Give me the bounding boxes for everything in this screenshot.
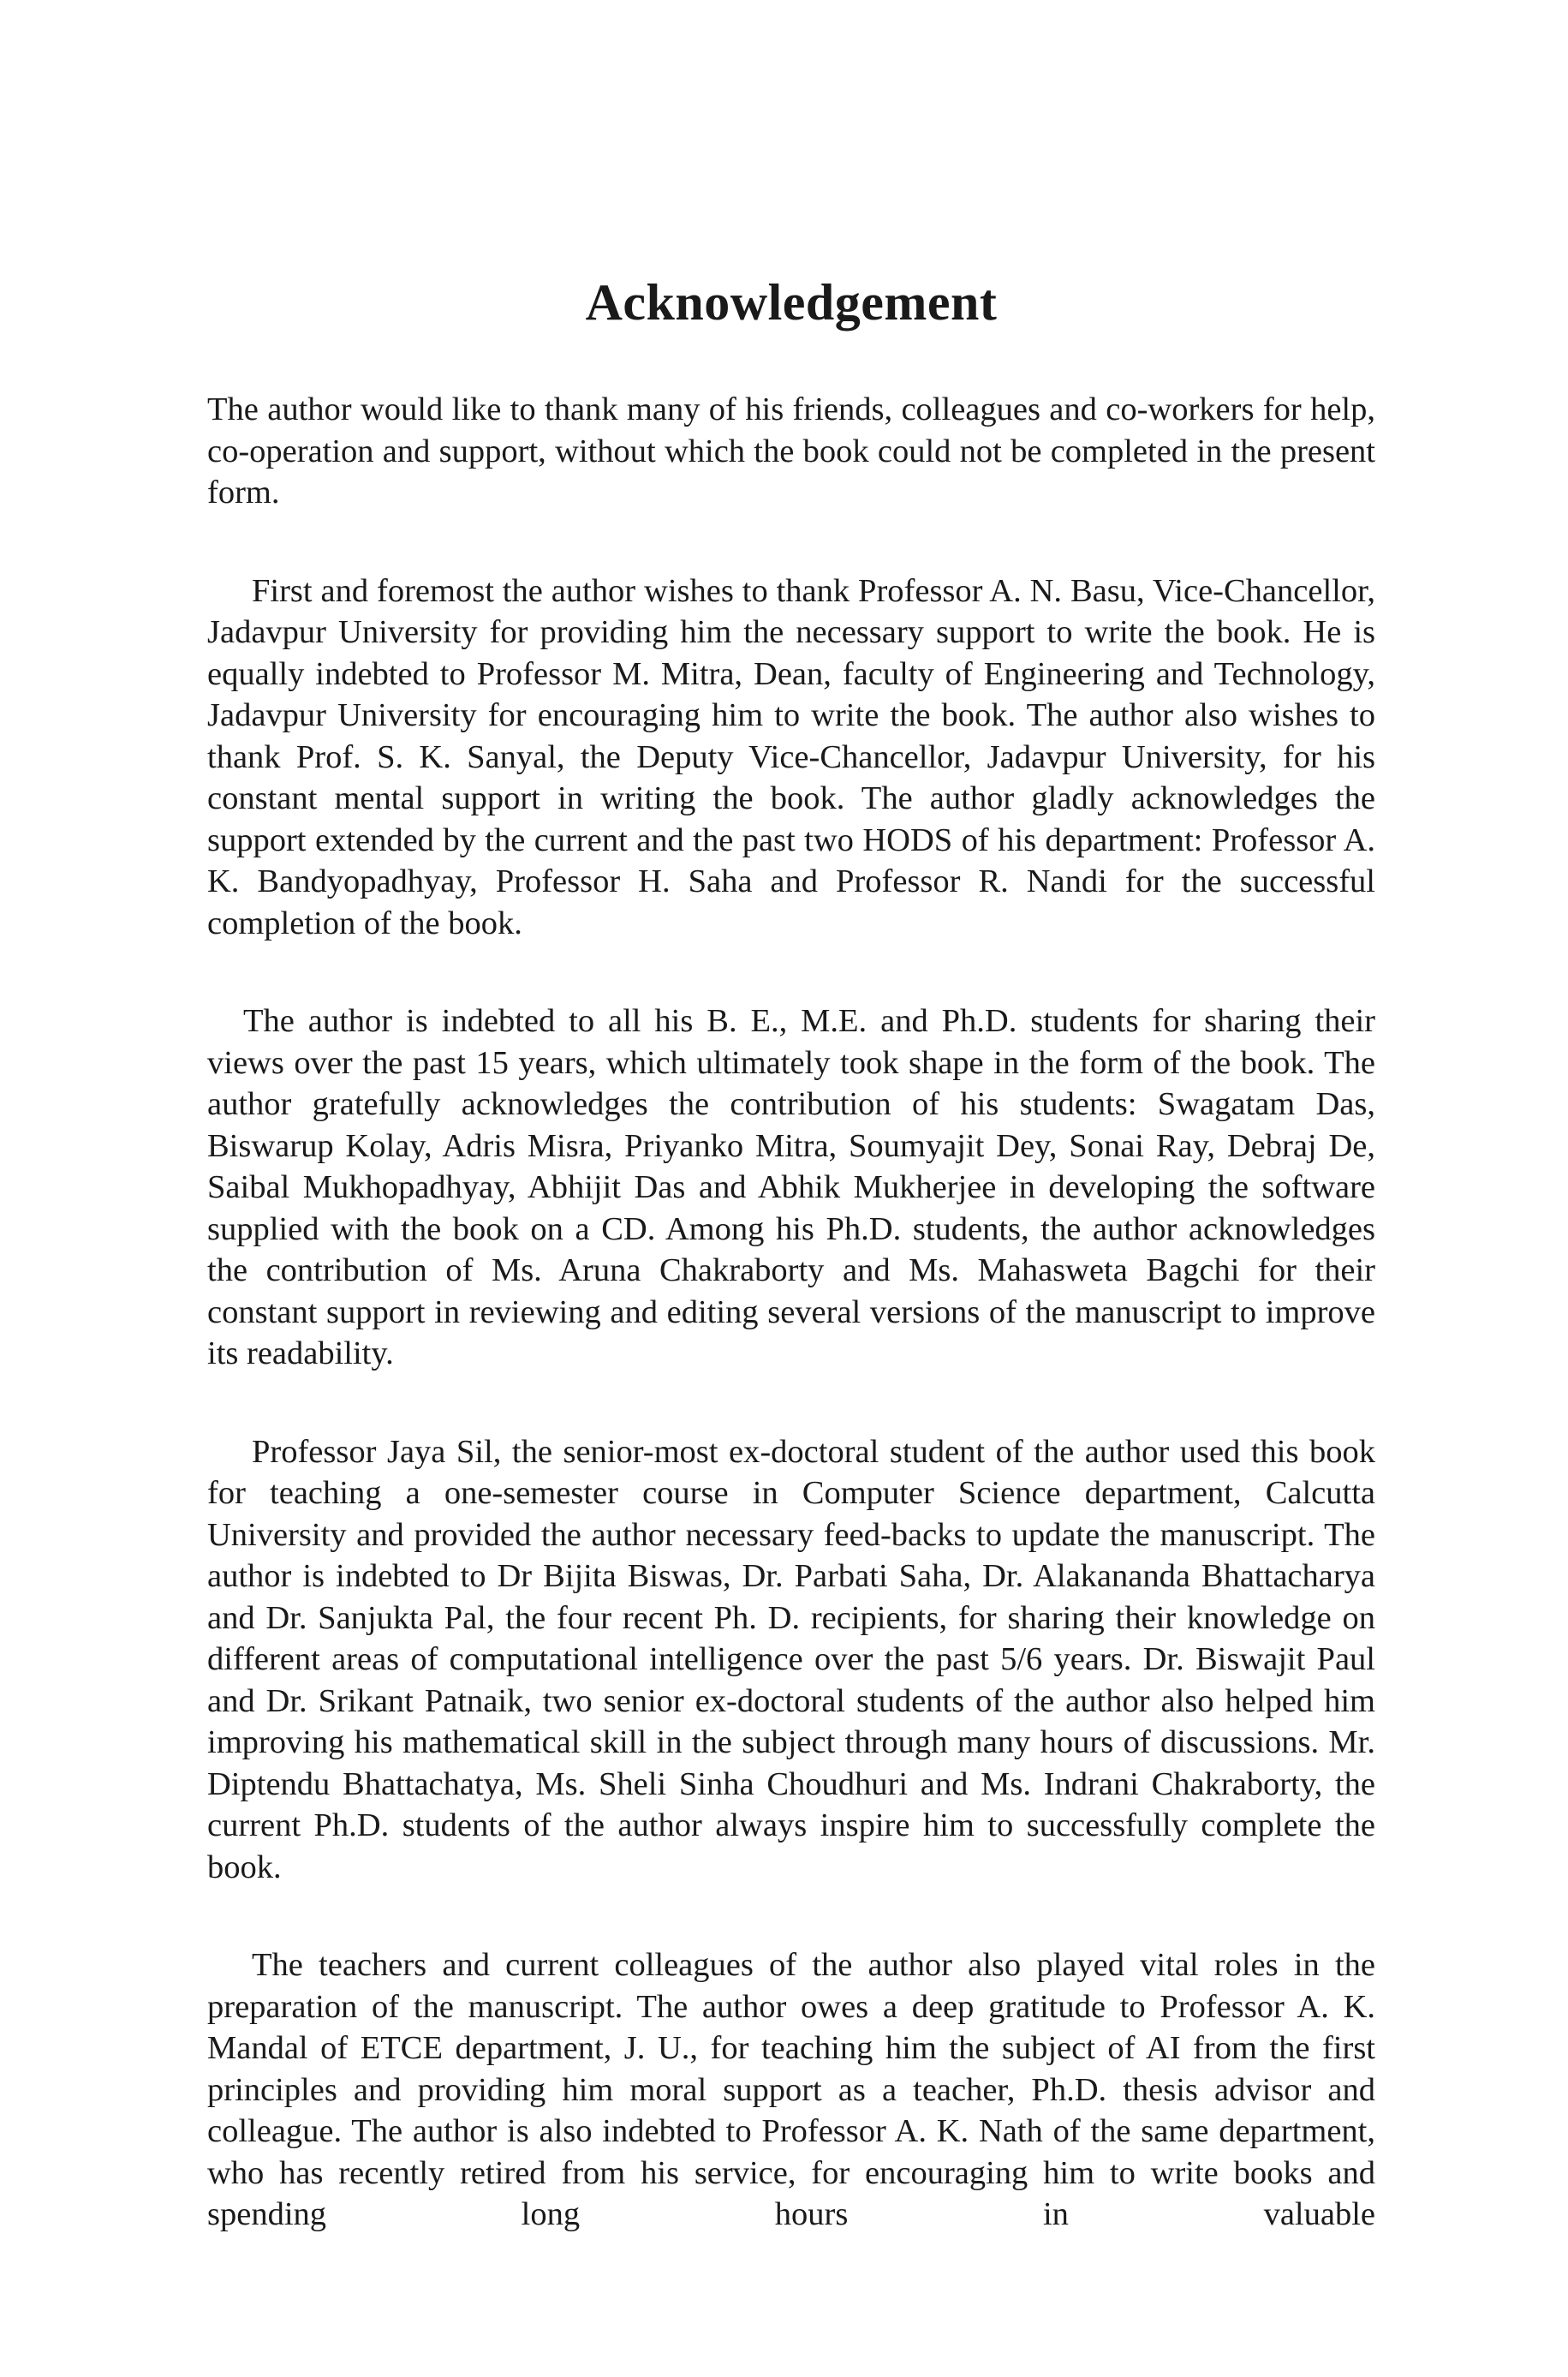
paragraph-intro: The author would like to thank many of his friends, colleagues and co-workers for help, co-operation and support, without which the book could not be completed in the present form. <box>207 391 1375 511</box>
paragraph-university-thanks: First and foremost the author wishes to thank Professor A. N. Basu, Vice-Chancellor, Jadavpur University for providing him the necessary support to write the book. He is equally indebted to Professor M. Mitra, Dean, faculty of Engineering and Technology, Jadavpur University for encouraging him to write the book. The author also wishes to thank Prof. S. K. Sanyal, the Deputy Vice-Chancellor, Jadavpur University, for his constant mental support in writing the book. The author gladly acknowledges the support extended by the current and the past two HODS of his department: Professor A. K. Bandyopadhyay, Professor H. Saha and Professor R. Nandi for the successful completion of the book. <box>207 572 1375 941</box>
paragraph-students-thanks: The author is indebted to all his B. E., M.E. and Ph.D. students for sharing their views over the past 15 years, which ultimately took shape in the form of the book. The author gratefully acknowledges the contribution of his students: Swagatam Das, Biswarup Kolay, Adris Misra, Priyanko Mitra, Soumyajit Dey, Sonai Ray, Debraj De, Saibal Mukhopadhyay, Abhijit Das and Abhik Mukherjee in developing the software supplied with the book on a CD. Among his Ph.D. students, the author acknowledges the contribution of Ms. Aruna Chakraborty and Ms. Mahasweta Bagchi for their constant support in reviewing and editing several versions of the manuscript to improve its readability. <box>207 1003 1375 1371</box>
document-page <box>207 274 1375 2236</box>
paragraph-doctoral-thanks: Professor Jaya Sil, the senior-most ex-doctoral student of the author used this book for teaching a one-semester course in Computer Science department, Calcutta University and provided the author necessary feed-backs to update the manuscript. The author is indebted to Dr Bijita Biswas, Dr. Parbati Saha, Dr. Alakananda Bhattacharya and Dr. Sanjukta Pal, the four recent Ph. D. recipients, for sharing their knowledge on different areas of computational intelligence over the past 5/6 years. Dr. Biswajit Paul and Dr. Srikant Patnaik, two senior ex-doctoral students of the author also helped him improving his mathematical skill in the subject through many hours of discussions. Mr. Diptendu Bhattachatya, Ms. Sheli Sinha Choudhuri and Ms. Indrani Chakraborty, the current Ph.D. students of the author always inspire him to successfully complete the book. <box>207 1433 1375 1885</box>
paragraph-teachers-thanks: The teachers and current colleagues of the author also played vital roles in the preparation of the manuscript. The author owes a deep gratitude to Professor A. K. Mandal of ETCE department, J. U., for teaching him the subject of AI from the first principles and providing him moral support as a teacher, Ph.D. thesis advisor and colleague. The author is also indebted to Professor A. K. Nath of the same department, who has recently retired from his service, for encouraging him to write books and spending long hours in valuable <box>207 1947 1375 2232</box>
page-title: Acknowledgement <box>585 274 998 331</box>
